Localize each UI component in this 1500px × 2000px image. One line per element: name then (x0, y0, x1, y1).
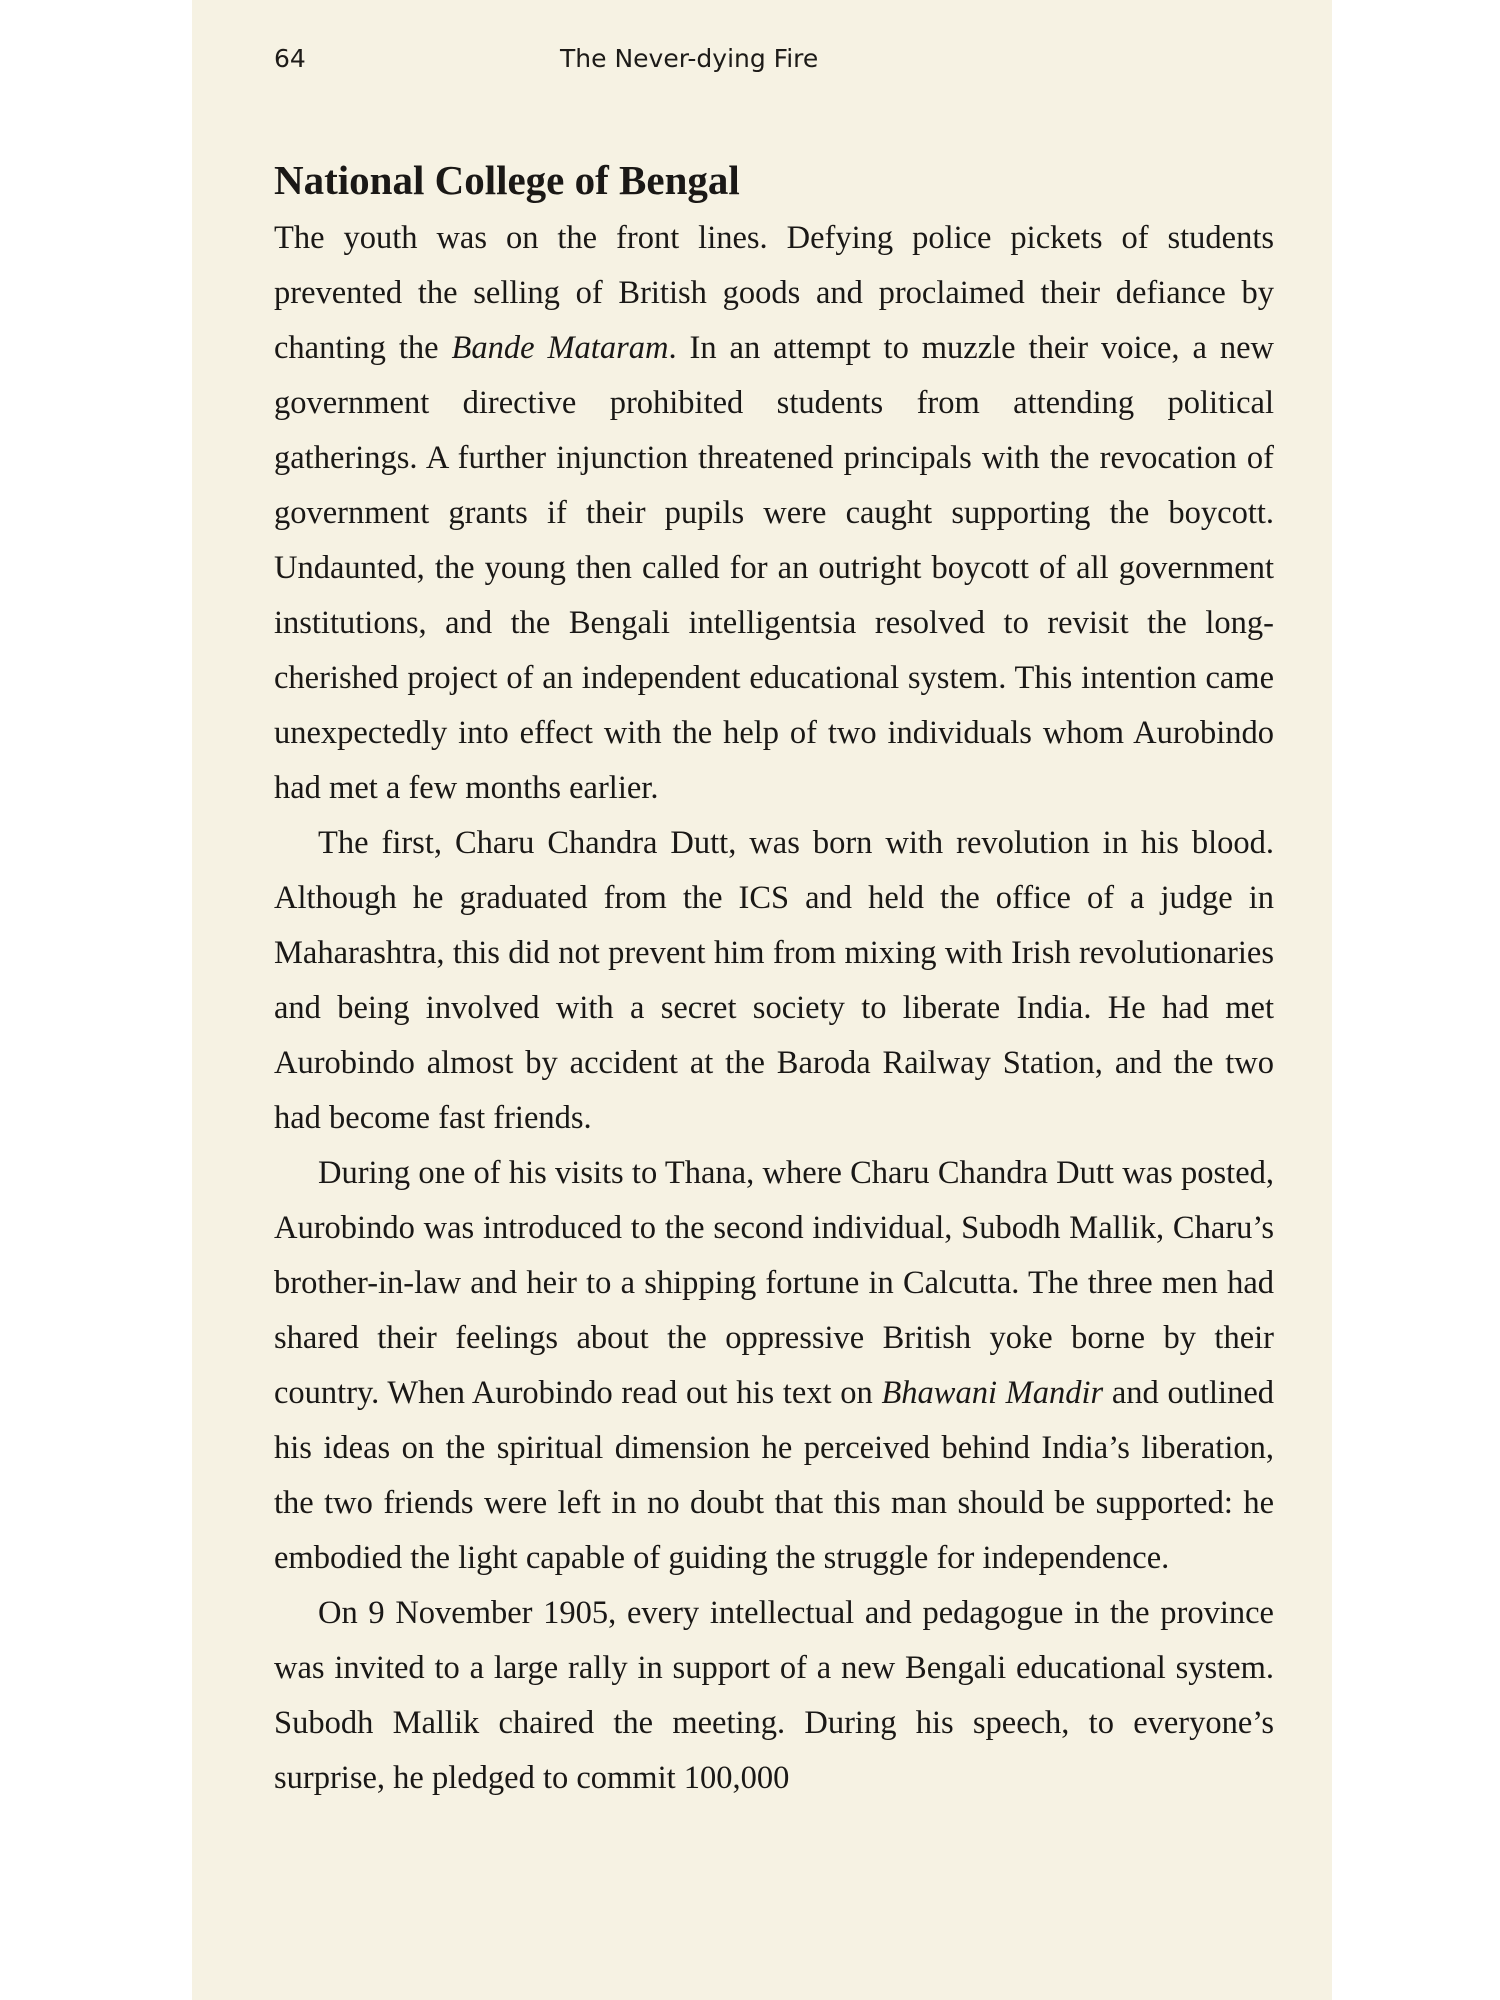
paragraph-3-text-b: and outlined his ideas on the spiritual dimension he perceived behind India’s liberation, the two friends were left in no doubt that this man should be supported: he embodied the light capable of guiding the struggle for independence. (274, 1375, 1274, 1576)
section-heading: National College of Bengal (274, 157, 740, 203)
paragraph-1-text-b: . In an attempt to muzzle their voice, a new government directive prohibited students from attending political gatherings. A further injunction threatened principals with the revocation of government grants if their pupils were caught supporting the boycott. Undaunted, the young then called for an outright boycott of all government institutions, and the Bengali intelligentsia resolved to revisit the long-cherished project of an independent educational system. This intention came unexpectedly into effect with the help of two individuals whom Aurobindo had met a few months earlier. (274, 330, 1275, 806)
paragraph-3 (274, 1146, 1274, 1586)
paragraph-1 (274, 211, 1274, 816)
body-text (274, 155, 1274, 1806)
paragraph-1-emphasis: Bande Mataram (451, 330, 669, 366)
paragraph-2: The first, Charu Chandra Dutt, was born with revolution in his blood. Although he graduated from the ICS and held the office of a judge in Maharashtra, this did not prevent him from mixing with Irish revolutionaries and being involved with a secret society to liberate India. He had met Aurobindo almost by accident at the Baroda Railway Station, and the two had become fast friends. (274, 825, 1274, 1136)
paragraph-4: On 9 November 1905, every intellectual and pedagogue in the province was invited to a large rally in support of a new Bengali educational system. Subodh Mallik chaired the meeting. During his speech, to everyone’s surprise, he pledged to commit 100,000 (274, 1595, 1274, 1796)
paragraph-3-text-a: During one of his visits to Thana, where Charu Chandra Dutt was posted, Aurobindo was introduced to the second individual, Subodh Mallik, Charu’s brother-in-law and heir to a shipping fortune in Calcutta. The three men had shared their feelings about the oppressive British yoke borne by their country. When Aurobindo read out his text on (274, 1155, 1274, 1411)
running-head (274, 44, 1272, 84)
page-number: 64 (274, 44, 306, 73)
paragraph-1-text-a: The youth was on the front lines. Defying police pickets of students prevented the selling of British goods and proclaimed their defiance by chanting the (274, 220, 1274, 366)
book-page (192, 0, 1332, 2000)
paragraph-3-emphasis: Bhawani Mandir (881, 1375, 1104, 1411)
running-title: The Never-dying Fire (560, 44, 819, 73)
